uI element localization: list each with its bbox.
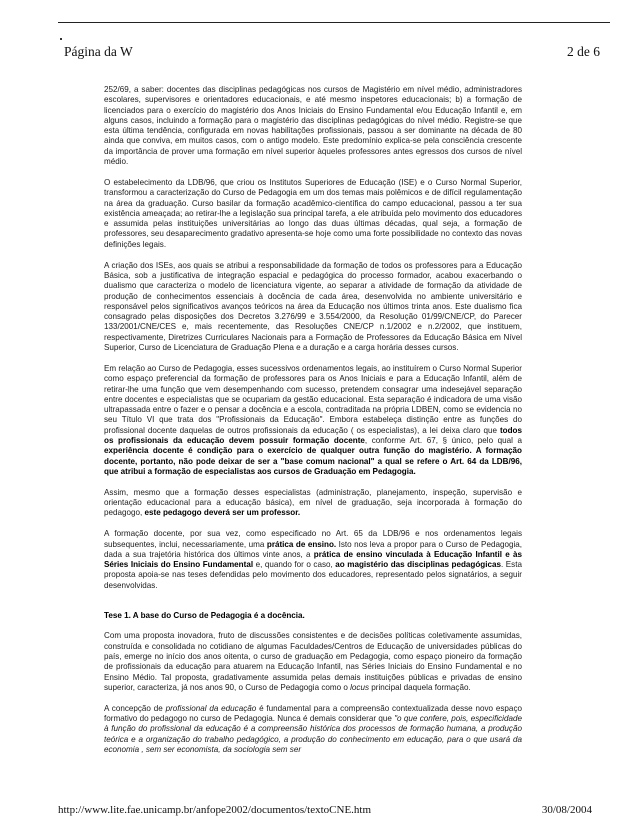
thesis-heading-text: Tese 1. A base do Curso de Pedagogia é a docência. — [104, 611, 305, 621]
paragraph-4-text-b: , conforme Art. 67, § único, pelo qual a — [364, 435, 523, 445]
paragraph-7 — [104, 631, 522, 693]
paragraph-6-bold-a: prática de ensino. — [266, 539, 337, 549]
scan-dot — [60, 38, 62, 40]
paragraph-8-quote: "o que confere, pois, especificidade à função do profissional da educação é a compreensão histórica dos processos de formação humana, a produção teórica e a organização do trabalho pedagógico, a produção do conhecimento em educação, para o que usará da economia , sem ser economista, da sociologia sem ser — [104, 714, 522, 754]
paragraph-6-text-a: A formação docente, por sua vez, como especificado no Art. 65 da LDB/96 e nos ordenamentos legais subsequentes, inclui, necessariamente, uma — [104, 529, 522, 549]
paragraph-4-bold-a: todos os profissionais da educação devem possuir formação docente — [104, 425, 522, 445]
paragraph-1: 252/69, a saber: docentes das disciplinas pedagógicas nos cursos de Magistério em nível médio, administradores escolares, supervisores e orientadores educacionais, e até mesmo inspetores educacionais; b) a formação de licenciados para o exercício do magistério dos Anos Iniciais do Ensino Fundamental e/ou Educação Infantil e, em alguns casos, incluindo a formação para o magistério das disciplinas pedagógicas do nível médio. Registre-se que esta última tendência, configurada em novas habilitações profissionais, passou a ser dominante na década de 80 ainda que conviva, em muitos casos, com o antigo modelo. Este predomínio explica-se pela consciência crescente da importância de prover uma formação em nível superior àqueles professores antes egressos dos cursos de nível médio. — [104, 85, 522, 167]
paragraph-8-text-a: A concepção de — [104, 703, 166, 713]
paragraph-6-text-c: e, quando for o caso, — [253, 560, 336, 570]
paragraph-6-text-b: Isto nos leva a propor para o Curso de Pedagogia, dada a sua trajetória histórica dos últimos vinte anos, a — [104, 539, 522, 559]
paragraph-2: O estabelecimento da LDB/96, que criou os Institutos Superiores de Educação (ISE) e o Curso Normal Superior, transformou a caracterização do Curso de Pedagogia em um dos temas mais polêmicos e de difícil regulamentação na área da graduação. Curso basilar da formação acadêmico-científica do campo educacional, passou a ter sua existência ameaçada; ao retirar-lhe a legislação sua principal tarefa, a ele atribuída pelo movimento dos educadores e assumida pelas instituições universitárias ao longo das duas últimas décadas, qual seja, a formação de professores, seu desaparecimento gradativo apresenta-se hoje como uma forte possibilidade no contexto das novas definições legais. — [104, 177, 522, 249]
paragraph-8-text-b: é fundamental para a compreensão contextualizada desse novo espaço formativo do pedagogo no curso de Pedagogia. Nunca é demais considerar que — [104, 703, 522, 723]
paragraph-5 — [104, 488, 522, 519]
top-rule — [58, 22, 610, 23]
paragraph-7-italic: locus — [350, 682, 370, 692]
thesis-heading — [104, 611, 522, 621]
paragraph-4-bold-b: experiência docente é condição para o exercício de qualquer outra função do magistério. A formação docente, portanto, não pode deixar de ser a "base comum nacional" a qual se refere o Art. 64 da LDB/96, que atribui a formação de especialistas aos cursos de Graduação em Pedagogia. — [104, 446, 522, 476]
page-header-title: Página da W — [64, 44, 133, 59]
paragraph-4 — [104, 364, 522, 477]
paragraph-6 — [104, 529, 522, 591]
paragraph-8-italic-a: profissional da educação — [165, 703, 257, 713]
footer-date: 30/08/2004 — [541, 804, 592, 816]
paragraph-8 — [104, 704, 522, 755]
paragraph-6-bold-b: prática de ensino vinculada à Educação Infantil e às Séries Iniciais do Ensino Fundamental — [104, 549, 522, 570]
document-body — [104, 85, 522, 766]
paragraph-5-text: Assim, mesmo que a formação desses especialistas (administração, planejamento, inspeção, supervisão e orientação educacional para a educação básica), em nível de graduação, seja incorporada à formação do pedagogo, — [104, 487, 522, 518]
paragraph-7-text-end: principal daquela formação. — [369, 682, 471, 692]
footer-url: http://www.lite.fae.unicamp.br/anfope2002/documentos/textoCNE.htm — [58, 804, 372, 816]
paragraph-3: A criação dos ISEs, aos quais se atribui a responsabilidade da formação de todos os professores para a Educação Básica, sob a justificativa de integração espacial e pedagógica do processo formador, acabou exacerbando o dualismo que caracteriza o modelo de licenciatura vigente, ao separar a atividade de formação da atividade de produção de conhecimentos essenciais à docência de cada área, desenvolvida no ambiente universitário e responsável pelos significativos avanços teóricos na área da Educação nos últimos trinta anos. Este dualismo fica consagrado pelas disposições dos Decretos 3.276/99 e 3.554/2000, da Resolução 01/99/CNE/CP, do Parecer 133/2001/CNE/CES e, mais recentemente, das Resoluções CNE/CP n.1/2002 e n.2/2002, que instituem, respectivamente, Diretrizes Curriculares Nacionais para a Formação de Professores da Educação Básica em Nível Superior, Curso de Licenciatura de Graduação Plena e a duração e a carga horária desses cursos. — [104, 260, 522, 353]
page-number: 2 de 6 — [567, 44, 600, 59]
paragraph-4-text-a: Em relação ao Curso de Pedagogia, esses sucessivos ordenamentos legais, ao instituírem o Curso Normal Superior como espaço preferencial da formação de professores para os Anos Iniciais e para a Educação Infantil, além de retirar-lhe uma função que vem desempenhando com sucesso, pretendem consagrar uma indesejável separação entre docentes e especialistas que se ocupariam da gestão educacional. Esta separação é indicadora de uma visão ultrapassada entre o fazer e o pensar a docência e a escola, contraditada na própria LDBEN, como se evidencia no seu Título VI que trata dos "Profissionais da Educação". Embora estabeleça distinção entre as funções do profissional docente daquelas de outros profissionais da educação ( os especialistas), a lei deixa claro que — [104, 363, 522, 435]
paragraph-5-bold: este pedagogo deverá ser um professor. — [144, 508, 301, 518]
paragraph-6-bold-c: ao magistério das disciplinas pedagógicas — [335, 560, 502, 570]
paragraph-6-text-d: . Esta proposta apoia-se nas teses defendidas pelo movimento dos educadores, representado pelos signatários, a seguir desenvolvidas. — [104, 560, 522, 590]
paragraph-7-text: Com uma proposta inovadora, fruto de discussões consistentes e de decisões políticas coletivamente assumidas, construída e consolidada no cotidiano de algumas Faculdades/Centros de Educação de universidades públicas do país, emerge no início dos anos oitenta, o curso de graduação em Pedagogia, como espaço pioneiro da formação de profissionais da educação para atuarem na Educação Infantil, nas Séries Iniciais do Ensino Fundamental e no Ensino Médio. Tal proposta, gradativamente assumida pelas demais instituições públicas e privadas de ensino superior, caracteriza, já nos anos 90, o Curso de Pedagogia como o — [104, 631, 522, 692]
